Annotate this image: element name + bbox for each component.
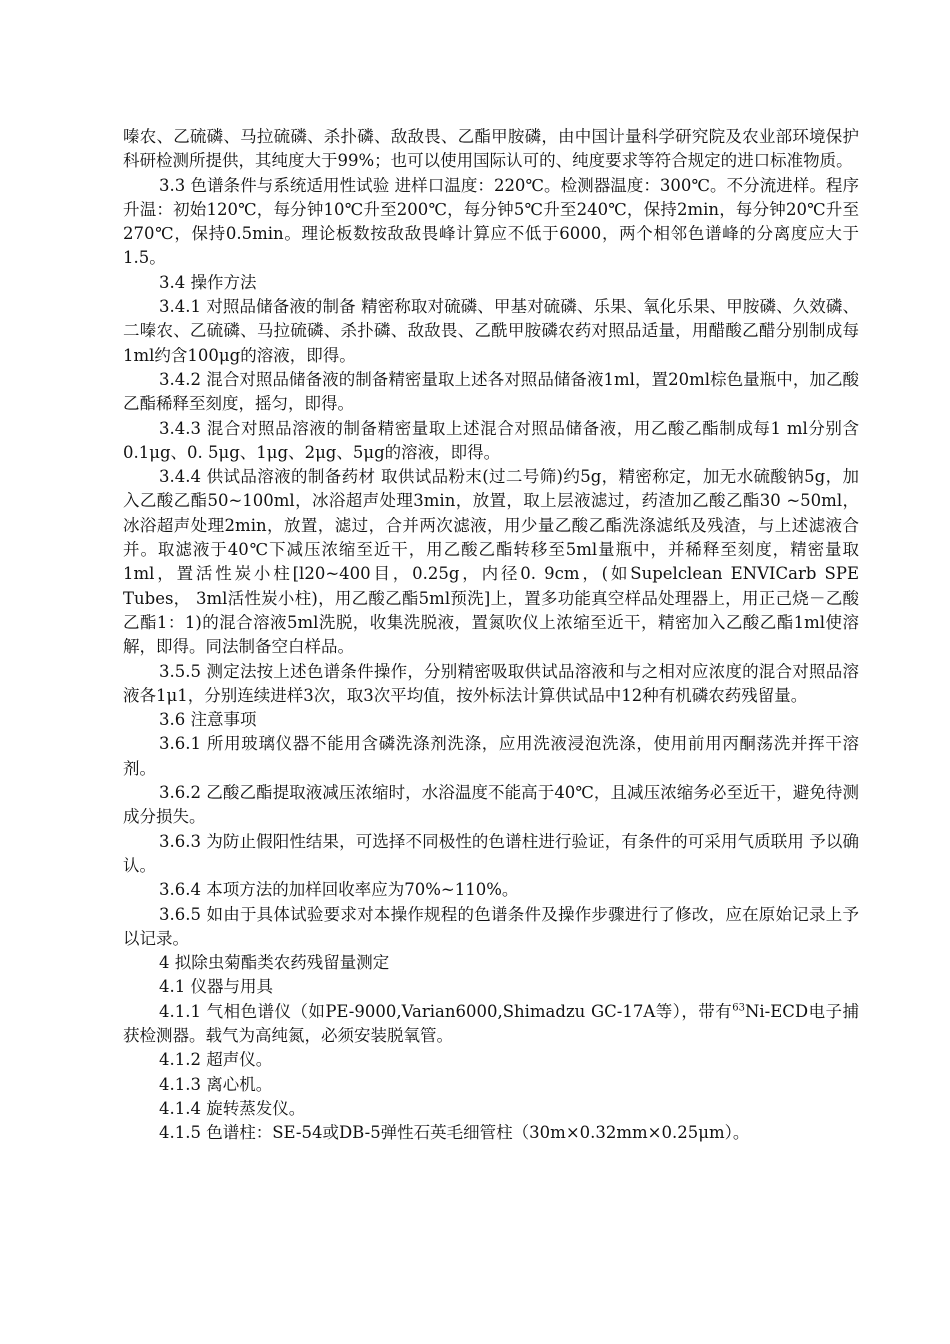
paragraph-4-1-5: 4.1.5 色谱柱：SE-54或DB-5弹性石英毛细管柱（30m×0.32mm×0.25μm）。: [159, 1123, 750, 1143]
paragraph-4-1-1-text-before: 4.1.1 气相色谱仪（如PE-9000,Varian6000,Shimadzu GC-17A等），带有: [159, 1001, 733, 1021]
paragraph-4-1-4: 4.1.4 旋转蒸发仪。: [159, 1098, 306, 1118]
paragraph-4-1-1-superscript: 63: [732, 1002, 745, 1014]
paragraph-4-1-1-text-after: Ni-ECD电子捕获检测器。载气为高纯氮，必须安装脱氧管。: [123, 1001, 859, 1045]
paragraph-3-6-3: 3.6.3 为防止假阳性结果，可选择不同极性的色谱柱进行验证，有条件的可采用气质联用 予以确认。: [123, 831, 859, 875]
paragraph-3-3-chromatography-conditions: 3.3 色谱条件与系统适用性试验 进样口温度：220℃。检测器温度：300℃。不分流进样。程序升温：初始120℃，每分钟10℃升至200℃，每分钟5℃升至240℃，保持2min，每分钟20℃升至270℃，保持0.5min。理论板数按敌敌畏峰计算应不低于6000，两个相邻色谱峰的分离度应大于1.5。: [123, 175, 859, 268]
paragraph-standards-source: 嗪农、乙硫磷、马拉硫磷、杀扑磷、敌敌畏、乙酯甲胺磷，由中国计量科学研究院及农业部环境保护科研检测所提供，其纯度大于99%；也可以使用国际认可的、纯度要求等符合规定的进口标准物质。: [123, 127, 859, 171]
paragraph-4-1-2: 4.1.2 超声仪。: [159, 1050, 273, 1070]
heading-4-1-instruments: 4.1 仪器与用具: [159, 977, 273, 997]
paragraph-3-4-1: 3.4.1 对照品储备液的制备 精密称取对硫磷、甲基对硫磷、乐果、氧化乐果、甲胺磷、久效磷、二嗪农、乙硫磷、马拉硫磷、杀扑磷、敌敌畏、乙酰甲胺磷农药对照品适量，用醋酸乙醋分别制成每1ml约含100μg的溶液，即得。: [123, 297, 859, 365]
paragraph-3-6-4: 3.6.4 本项方法的加样回收率应为70%~110%。: [159, 880, 519, 900]
paragraph-3-4-4: 3.4.4 供试品溶液的制备药材 取供试品粉末(过二号筛)约5g，精密称定，加无水硫酸钠5g，加入乙酸乙酯50~100ml，冰浴超声处理3min，放置，取上层液滤过，药渣加乙酸乙酯30 ~50ml，冰浴超声处理2min，放置，滤过，合并两次滤液，用少量乙酸乙酯洗涤滤纸及残渣，与上述滤液合并。取滤液于40℃下减压浓缩至近干，用乙酸乙酯转移至5ml量瓶中，并稀释至刻度，精密量取1ml，置活性炭小柱[l20~400目，0.25g，内径0. 9cm，(如Supelclean ENVICarb SPE Tubes， 3ml活性炭小柱)，用乙酸乙酯5ml预洗]上，置多功能真空样品处理器上，用正己烧－乙酸乙酯1：1)的混合溶液5ml洗脱，收集洗脱液，置氮吹仪上浓缩至近干，精密加入乙酸乙酯1ml使溶解，即得。同法制备空白样品。: [123, 467, 859, 657]
heading-3-4-operation-method: 3.4 操作方法: [159, 272, 257, 292]
document-page: [123, 125, 859, 1145]
paragraph-3-6-5: 3.6.5 如由于具体试验要求对本操作规程的色谱条件及操作步骤进行了修改，应在原始记录上予以记录。: [123, 904, 859, 948]
paragraph-3-4-2: 3.4.2 混合对照品储备液的制备精密量取上述各对照品储备液1ml，置20ml棕色量瓶中，加乙酸乙酯稀释至刻度，摇匀，即得。: [123, 369, 859, 414]
paragraph-3-6-2: 3.6.2 乙酸乙酯提取液减压浓缩时，水浴温度不能高于40℃，且减压浓缩务必至近干，避免待测成分损失。: [123, 783, 859, 827]
paragraph-4-1-3: 4.1.3 离心机。: [159, 1074, 273, 1094]
paragraph-4-1-1: [123, 1000, 859, 1049]
paragraph-3-6-1: 3.6.1 所用玻璃仪器不能用含磷洗涤剂洗涤，应用洗液浸泡洗涤，使用前用丙酮荡洗并挥干溶剂。: [123, 734, 859, 778]
heading-4-pyrethroid-residue: 4 拟除虫菊酯类农药残留量测定: [159, 953, 390, 973]
paragraph-3-4-3: 3.4.3 混合对照品溶液的制备精密量取上述混合对照品储备液，用乙酸乙酯制成每1 ml分别含0.1μg、0. 5μg、1μg、2μg、5μg的溶液，即得。: [123, 418, 859, 462]
heading-3-6-notes: 3.6 注意事项: [159, 710, 257, 730]
paragraph-3-5-5: 3.5.5 测定法按上述色谱条件操作，分别精密吸取供试品溶液和与之相对应浓度的混合对照品溶液各1μ1，分别连续进样3次，取3次平均值，按外标法计算供试品中12种有机磷农药残留量。: [123, 661, 859, 705]
